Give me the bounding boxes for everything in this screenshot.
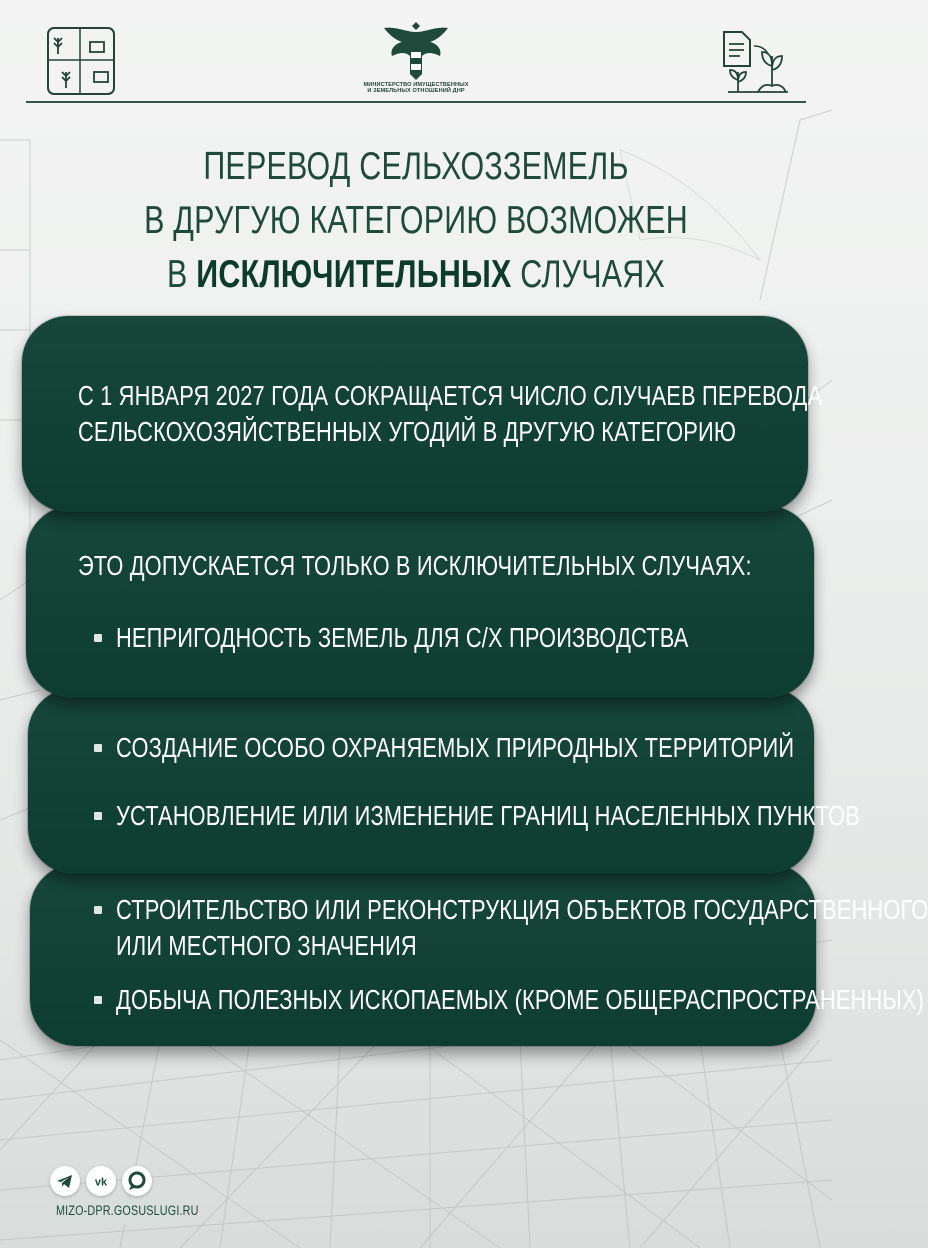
- intro-card: [22, 316, 823, 512]
- case-item-construction-line-2: ИЛИ МЕСТНОГО ЗНАЧЕНИЯ: [116, 930, 417, 961]
- dpr-emblem-icon: [382, 22, 450, 82]
- max-messenger-icon[interactable]: [122, 1166, 152, 1196]
- cases-card-2: [28, 688, 860, 874]
- intro-text-line-1: С 1 ЯНВАРЯ 2027 ГОДА СОКРАЩАЕТСЯ ЧИСЛО СЛУЧАЕВ ПЕРЕВОДА: [78, 380, 823, 411]
- bullet-icon: [94, 906, 102, 914]
- title-emphasis: ИСКЛЮЧИТЕЛЬНЫХ: [196, 253, 512, 296]
- case-item-settlement-borders: УСТАНОВЛЕНИЕ ИЛИ ИЗМЕНЕНИЕ ГРАНИЦ НАСЕЛЕННЫХ ПУНКТОВ: [116, 800, 860, 831]
- cases-card-3: [30, 864, 928, 1046]
- ministry-name: МИНИСТЕРСТВО ИМУЩЕСТВЕННЫХ И ЗЕМЕЛЬНЫХ ОТНОШЕНИЙ ДНР: [363, 82, 469, 95]
- telegram-icon[interactable]: [50, 1166, 80, 1196]
- title-line-3-suffix: СЛУЧАЯХ: [511, 253, 665, 296]
- bullet-icon: [94, 744, 102, 752]
- header-divider: [26, 101, 806, 103]
- title-line-3-prefix: В: [167, 253, 197, 296]
- svg-text:vk: vk: [94, 1176, 108, 1189]
- bullet-icon: [94, 996, 102, 1004]
- cases-heading: ЭТО ДОПУСКАЕТСЯ ТОЛЬКО В ИСКЛЮЧИТЕЛЬНЫХ СЛУЧАЯХ:: [78, 550, 752, 581]
- document-plants-icon: [718, 26, 792, 98]
- intro-text-line-2: СЕЛЬСКОХОЗЯЙСТВЕННЫХ УГОДИЙ В ДРУГУЮ КАТЕГОРИЮ: [78, 416, 737, 447]
- vk-icon[interactable]: [86, 1166, 116, 1196]
- case-item-protected-areas: СОЗДАНИЕ ОСОБО ОХРАНЯЕМЫХ ПРИРОДНЫХ ТЕРРИТОРИЙ: [116, 732, 795, 763]
- case-item-mineral-extraction: ДОБЫЧА ПОЛЕЗНЫХ ИСКОПАЕМЫХ (КРОМЕ ОБЩЕРАСПРОСТРАНЕННЫХ): [116, 984, 925, 1015]
- title-line-1: ПЕРЕВОД СЕЛЬХОЗЗЕМЕЛЬ: [203, 145, 629, 188]
- title-line-2: В ДРУГУЮ КАТЕГОРИЮ ВОЗМОЖЕН: [144, 199, 688, 242]
- bullet-icon: [94, 812, 102, 820]
- title-line-3: [138, 248, 693, 302]
- page-title: [138, 140, 693, 302]
- site-link[interactable]: MIZO-DPR.GOSUSLUGI.RU: [56, 1203, 199, 1218]
- farmland-map-icon: [46, 26, 116, 96]
- case-item-construction-line-1: СТРОИТЕЛЬСТВО ИЛИ РЕКОНСТРУКЦИЯ ОБЪЕКТОВ ГОСУДАРСТВЕННОГО: [116, 894, 928, 925]
- bullet-icon: [94, 634, 102, 642]
- case-item-unsuitable-land: НЕПРИГОДНОСТЬ ЗЕМЕЛЬ ДЛЯ С/Х ПРОИЗВОДСТВА: [116, 622, 689, 653]
- cases-card-1: [26, 506, 814, 698]
